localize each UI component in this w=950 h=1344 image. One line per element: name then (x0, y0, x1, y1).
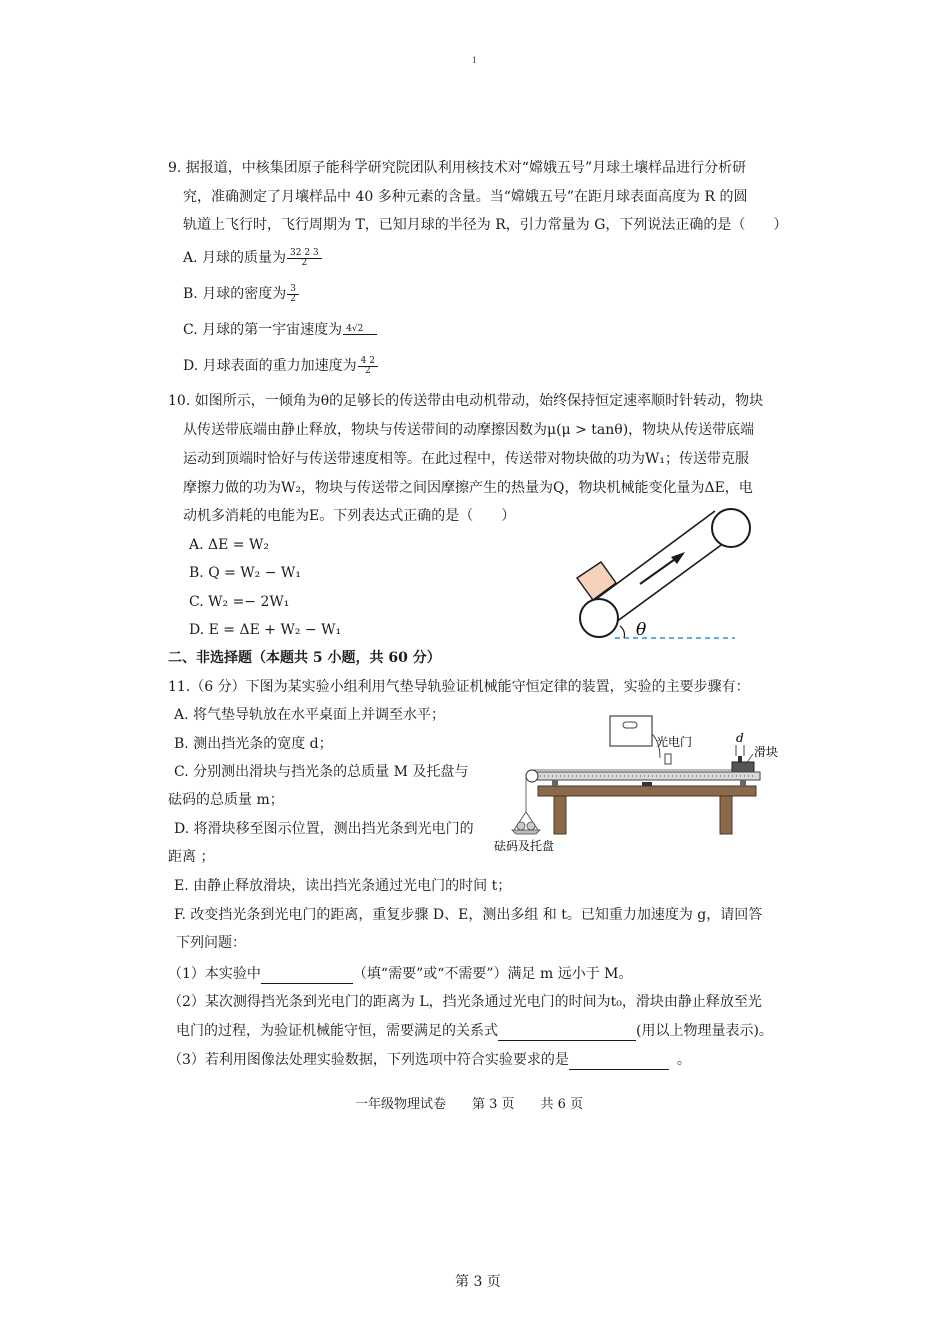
q11-step-f: F. 改变挡光条到光电门的距离，重复步骤 D、E，测出多组 和 t。已知重力加速度为 g，请回答 (174, 907, 763, 923)
top-mark: 1 (472, 56, 478, 65)
q11-sub-2-cont: 电门的过程，为验证机械能守恒，需要满足的关系式 (用以上物理量表示)。 (176, 1023, 773, 1039)
q11-step-c: C. 分别测出滑块与挡光条的总质量 M 及托盘与 (174, 764, 469, 780)
q10-option-d: D. E = ΔE + W₂ − W₁ (189, 622, 342, 638)
answer-blank-3[interactable] (569, 1055, 669, 1070)
d-label: d (736, 731, 744, 745)
track-support (642, 782, 652, 786)
q9-option-a (183, 248, 322, 268)
option-label: B. 月球的密度为 (183, 286, 287, 302)
q9-option-b (183, 284, 299, 304)
q10-line-4: 摩擦力做的功为W₂，物块与传送带之间因摩擦产生的热量为Q，物块机械能变化量为ΔE，电 (183, 480, 753, 496)
q11-step-b: B. 测出挡光条的宽度 d； (174, 736, 333, 752)
block (577, 562, 616, 600)
q11-intro: 11.（6 分）下图为某实验小组利用气垫导轨验证机械能守恒定律的装置，实验的主要步骤有： (168, 679, 750, 695)
weight (517, 822, 525, 830)
photogate (665, 754, 671, 764)
angle-arc (620, 626, 625, 638)
option-label: A. 月球的质量为 (183, 250, 287, 266)
q10-option-c: C. W₂ =− 2W₁ (189, 594, 290, 610)
option-label: C. 月球的第一宇宙速度为 (183, 322, 343, 338)
q11-sub-2: （2）某次测得挡光条到光电门的距离为 L，挡光条通过光电门的时间为t₀，滑块由静止释放至光 (168, 994, 762, 1010)
weights-label: 砝码及托盘 (494, 839, 555, 853)
footer: 一年级物理试卷 第 3 页 共 6 页 (355, 1097, 584, 1112)
q10-line-1: 10. 如图所示，一倾角为θ的足够长的传送带由电动机带动，始终保持恒定速率顺时针转动，物块 (168, 393, 764, 409)
q10-line-5: 动机多消耗的电能为E。下列表达式正确的是（ ） (183, 508, 516, 524)
photogate-label: 光电门 (656, 735, 693, 749)
fraction: $\frac{32 2 3}{2}$ (287, 249, 322, 268)
fraction: 4√2 (343, 325, 377, 335)
air-track (532, 772, 760, 780)
fraction: $\frac{4 2}{2}$ (358, 357, 378, 376)
q11-step-d-cont: 距离 ； (168, 849, 215, 865)
answer-blank-2[interactable] (498, 1026, 636, 1041)
q9-line-2: 究，准确测定了月壤样品中 40 多种元素的含量。当“嫦娥五号”在距月球表面高度为 R 的圆 (183, 189, 748, 205)
weight (527, 822, 535, 830)
theta-label: θ (636, 620, 647, 640)
top-pulley (712, 509, 750, 547)
fraction: $\frac{3}{2}$ (287, 285, 299, 304)
track-foot (552, 780, 558, 786)
q10-option-a: A. ΔE = W₂ (189, 537, 269, 553)
conveyor-belt-figure (570, 500, 760, 650)
q10-line-2: 从传送带底端由静止释放，物块与传送带间的动摩擦因数为μ(μ > tanθ)，物块从传送带底端 (183, 422, 755, 438)
q10-option-b: B. Q = W₂ − W₁ (189, 565, 301, 581)
answer-blank-1[interactable] (261, 969, 353, 984)
bottom-pulley (580, 599, 618, 637)
option-label: D. 月球表面的重力加速度为 (183, 358, 357, 374)
pulley (526, 770, 538, 782)
slider-label: 滑块 (754, 745, 779, 759)
table-top (538, 786, 756, 796)
q11-step-c-cont: 砝码的总质量 m； (168, 792, 284, 808)
tray (512, 830, 540, 834)
q9-option-d (183, 356, 378, 376)
q9-option-c (183, 320, 377, 340)
arrow-head (671, 552, 685, 564)
q11-sub-1: （1）本实验中 （填“需要”或“不需要”）满足 m 远小于 M。 (168, 966, 633, 982)
q11-step-f-cont: 下列问题： (176, 935, 246, 951)
q10-line-3: 运动到顶端时恰好与传送带速度相等。在此过程中，传送带对物块做的功为W₁；传送带克服 (183, 451, 749, 467)
light-blocker (738, 756, 742, 763)
q9-line-3: 轨道上飞行时，飞行周期为 T，已知月球的半径为 R，引力常量为 G，下列说法正确的是（ ） (183, 217, 788, 233)
q11-step-a: A. 将气垫导轨放在水平桌面上并调至水平； (174, 707, 446, 723)
timer-box (610, 716, 652, 746)
air-track-figure (492, 712, 792, 857)
belt-top-line (584, 511, 715, 608)
q11-step-d: D. 将滑块移至图示位置，测出挡光条到光电门的 (174, 821, 474, 837)
table-leg-right (720, 796, 732, 834)
section-2-title: 二、非选择题（本题共 5 小题，共 60 分） (168, 650, 441, 666)
q11-step-e: E. 由静止释放滑块，读出挡光条通过光电门的时间 t； (174, 878, 512, 894)
q9-line-1: 9. 据报道，中核集团原子能科学研究院团队利用核技术对“嫦娥五号”月球土壤样品进行分析研 (168, 160, 747, 176)
table-leg-left (554, 796, 566, 834)
track-foot (740, 780, 746, 786)
q11-sub-3: （3）若利用图像法处理实验数据，下列选项中符合实验要求的是 。 (168, 1052, 691, 1068)
page-number: 第 3 页 (455, 1274, 501, 1290)
